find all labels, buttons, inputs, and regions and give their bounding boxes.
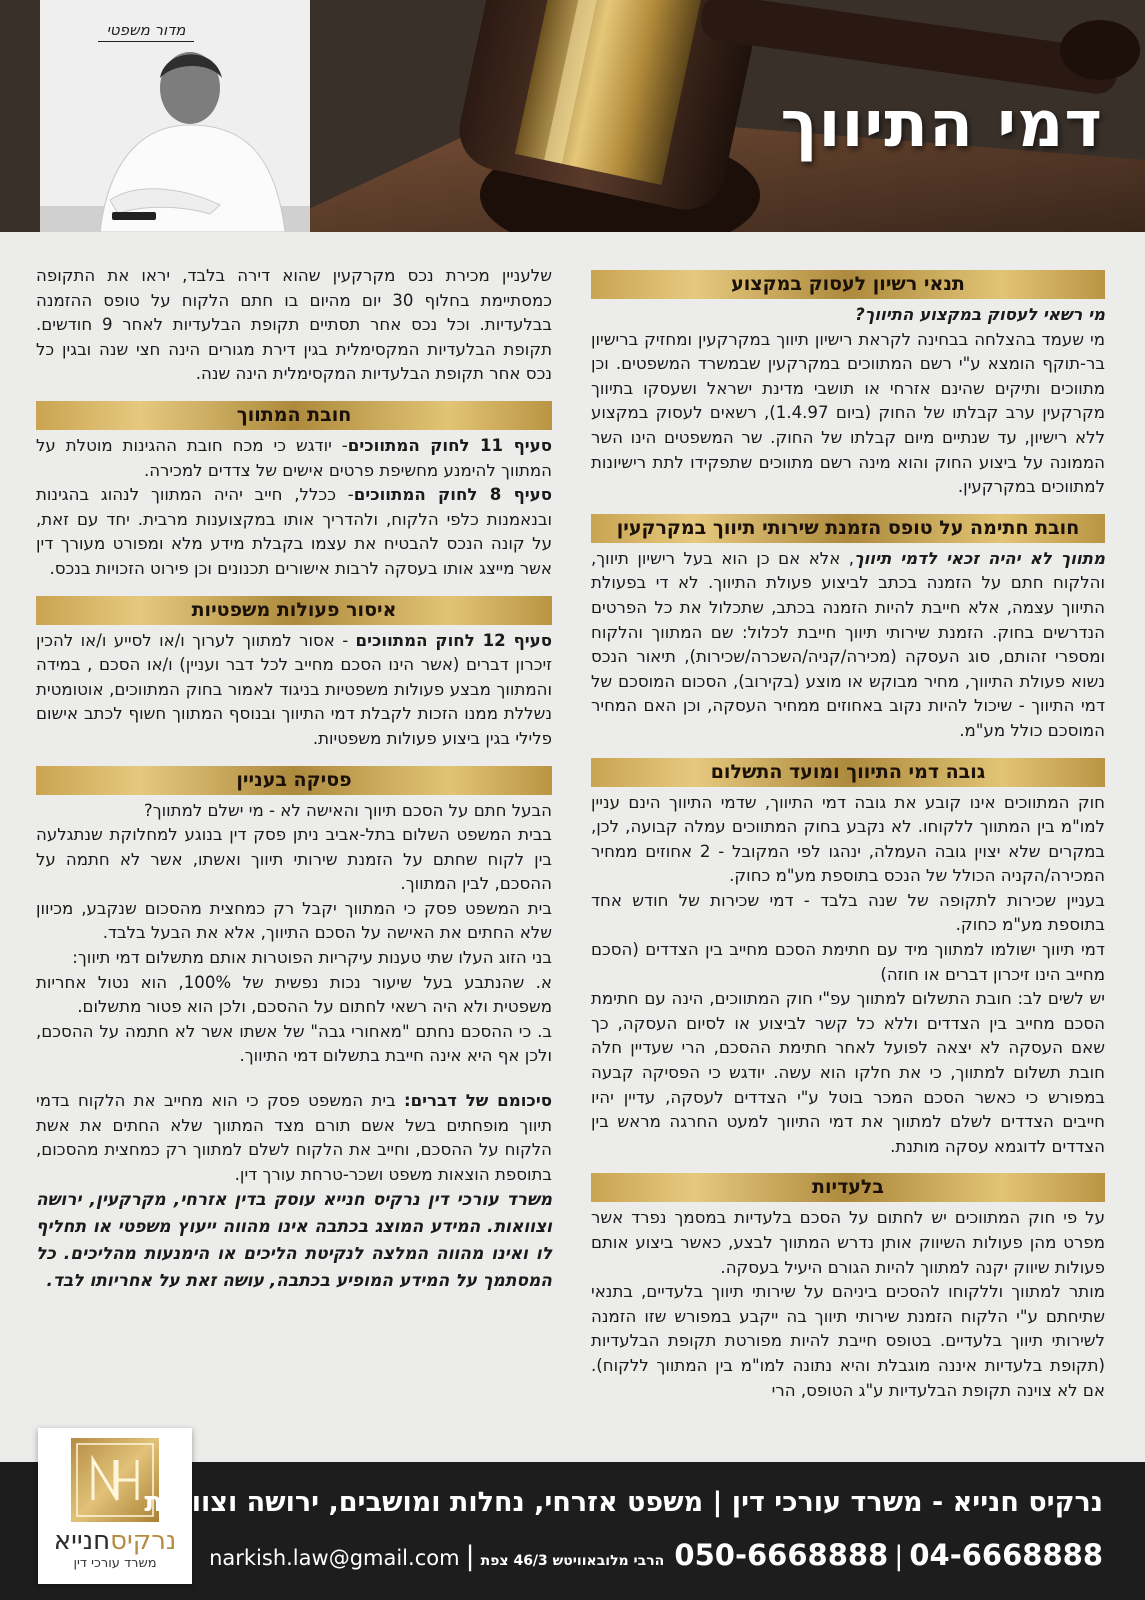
logo-name: נרקיסחנייא: [53, 1526, 177, 1556]
section-title-ruling: פסיקה בעניין: [36, 766, 552, 795]
section-text: בבית המשפט השלום בתל-אביב ניתן פסק דין בנוגע למחלוקת שנתגלעה בין לקוח שחתם על הזמנת שירותי תיווך ואשתו, אשר לא חתמה על ההסכם, לבין המתווך.: [36, 825, 552, 894]
section-text: יש לשים לב: חובת התשלום למתווך עפ"י חוק המתווכים, הינה עם חתימת הסכם מחייב בין הצדדים וללא כל קשר לביצוע או לסיום העסקה, כך שאם העסקה לא יצאה לפועל לאחר חתימת ההסכם, הרי שעדיין חלה חובת תשלום למתווך, כי את חלקו הוא עשה. יודגש כי הפסיקה קבעה במפורש כי כאשר הסכם המכר בוטל ע"י הצדדים לעסקה, עדיין יהיו חייבים הצדדים לשלם למתווך את דמי התיווך למעט החרגה מראש בין הצדדים לדוגמא עסקה מותנת.: [591, 989, 1105, 1156]
author-photo: [40, 0, 310, 232]
section-text: מתווך לא יהיה זכאי לדמי תיווך, אלא אם כן הוא בעל רישיון תיווך, והלקוח חתם על הזמנה בכתב לביצוע פעולת התיווך. לא די בפעולת התיווך עצמה, אלא חייבת להיות הזמנה בכתב, שתכלול את כל הפרטים הנדרשים בחוק. הזמנת שירותי תיווך חייבת לכלול: שם המתווך והלקוח ומספרי זהותם, סוג העסקה (מכירה/קניה/השכרה/שכירות), תיאור הנכס נשוא פעולת התיווך, מחיר מבוקש או מוצע (בקירוב), הסכום המוסכם של דמי התיווך - שיכול להיות נקוב באחוזים ממחיר העסקה, וכן האם המחיר המוסכם כולל מע"מ.: [591, 548, 1106, 740]
right-column: [591, 262, 1105, 1403]
section-title-broker-duty: חובת המתווך: [36, 401, 552, 430]
section-text: בעניין שכירות לתקופה של שנה בלבד - דמי שכירות של חודש אחד בתוספת מע"מ כחוק.: [591, 890, 1105, 935]
section-text: מי שעמד בהצלחה בבחינה לקראת רישיון תיווך במקרקעין ומחזיק ברישיון בר-תוקף הומצא ע"י רשם המתווכים במקרקעין שבמשרד המשפטים. וכן מתווכים ותיקים שהינם אזרחי או תושבי מדינת ישראל ושעסקו בתיווך מקרקעין ערב קבלתו של החוק (ביום 1.4.97), רשאים לעסוק במקצוע ללא רישיון, עד שנתיים מיום קבלתו של החוק. שר המשפטים הינו השר הממונה על ביצוע החוק והוא מינה רשם מתווכים שתפקידו לתת רישיונות למתווכים במקרקעין.: [591, 329, 1106, 497]
section-text: חוק המתווכים אינו קובע את גובה דמי התיווך, שדמי התיווך הינם עניין למו"מ בין המתווך ללקוחו. לא נקבע בחוק המתווכים עמלה קבועה, לכן, במקרים שלא יצוין גובה העמלה, ינהגו לפי המקובל - 2 אחוזים ממחיר המכירה/הקניה הכולל של הנכס בתוספת מע"מ כחוק.: [591, 792, 1105, 886]
section-text: ב. כי ההסכם נחתם "מאחורי גבה" של אשתו אשר לא חתמה על ההסכם, ולכן אף היא אינה חייבת בתשלום דמי התיווך.: [36, 1021, 552, 1066]
phone-mobile[interactable]: 050-6668888: [674, 1538, 889, 1572]
section-title-license: תנאי רשיון לעסוק במקצוע: [591, 270, 1105, 299]
email-link[interactable]: narkish.law@gmail.com: [209, 1546, 460, 1570]
section-text: סעיף 12 לחוק המתווכים - אסור למתווך לערוך ו/או לסייע ו/או להכין זיכרון דברים (אשר הינו הסכם מחייב לכל דבר ועניין) ו/או הסכם , במידה והמתווך מבצע פעולות משפטיות בניגוד לאמור בחוק המתווכים, אוטומטית נשללת ממנו הזכות לקבלת דמי התיווך ובנוסף המתווך חשוף לכתב אישום פלילי בגין ביצוע פעולות משפטיות.: [36, 630, 552, 748]
section-text: שלעניין מכירת נכס מקרקעין שהוא דירה בלבד, יראו את התקופה כמסתיימת בחלוף 30 יום מהיום בו חתם הלקוח על טופס ההזמנה בבלעדיות. וכל נכס אחר תסתיים תקופת הבלעדיות לאחר 9 חודשים. תקופת הבלעדיות המקסימלית בגין דירת מגורים הינה חצי שנה ובגין כל נכס אחר תקופת הבלעדיות המקסימלית הינה שנה.: [36, 266, 552, 384]
section-title-fees: גובה דמי התיווך ומועד התשלום: [591, 758, 1105, 787]
address: הרבי מלובאוויטש 46/3 צפת: [480, 1553, 665, 1569]
section-text: דמי תיווך ישולמו למתווך מיד עם חתימת הסכם מחייב בין הצדדים (הסכם מחייב הינו זיכרון דברים או חוזה): [591, 940, 1105, 984]
section-text: סיכומם של דברים: בית המשפט פסק כי הוא מחייב את הלקוח בדמי תיווך מופחתים בשל אשם תורם מצד המתווך שלא החתים את אשת הלקוח על ההסכם, וחייב את הלקוח לשלם למתווך רק כמחצית מהסכום, בתוספת הוצאות משפט ושכר-טרחת עורך דין.: [36, 1091, 552, 1184]
logo-subtitle: משרד עורכי דין: [73, 1556, 157, 1571]
header-banner: [0, 0, 1145, 232]
section-text: א. שהנתבע בעל שיעור נכות נפשית של 100%, הוא נטול אחריות משפטית ולא היה רשאי לחתום על ההסכם, ולכן הוא פטור מתשלום.: [36, 972, 552, 1017]
footer-contact-line: 04-6668888|050-6668888 הרבי מלובאוויטש 46/3 צפת|narkish.law@gmail.com: [209, 1538, 1103, 1572]
section-text: הבעל חתם על הסכם תיווך והאישה לא - מי ישלם למתווך?: [143, 800, 552, 820]
section-title-exclusivity: בלעדיות: [591, 1173, 1105, 1202]
section-title-signature: חובת חתימה על טופס הזמנת שירותי תיווך במקרקעין: [591, 514, 1105, 543]
section-text: על פי חוק המתווכים יש לחתום על הסכם בלעדיות במסמך נפרד אשר מפרט מהן פעולות השיווק אותן נדרש המתווך לבצע, כאשר ביצוע אותם פעולות שיווק יקנה למתווך להיות הגורם היעיל בעסקה.: [591, 1208, 1105, 1277]
section-text: מותר למתווך וללקוחו להסכים ביניהם על שירותי תיווך בלעדיים, בתנאי שתיחתם ע"י הלקוח הזמנת שירותי תיווך בה ייקבע במפורש שזו הזמנה לשירותי תיווך בלעדיים. בטופס חייבת להיות מפורטת תקופת הבלעדיות (תקופת בלעדיות איננה מוגבלת והיא נתונה למו"מ בין המתווך ללקוח). אם לא צוינה תקופת הבלעדיות ע"ג הטופס, הרי: [591, 1282, 1105, 1400]
page-title: דמי התיווך: [780, 88, 1103, 162]
section-text: סעיף 8 לחוק המתווכים- ככלל, חייב יהיה המתווך לנהוג בהגינות ובנאמנות כלפי הלקוח, ולהדריך אותו במקצוענות מרבית. יחד עם זאת, על קונה הנכס להבטיח את עצמו בקבלת מידע מלא ומפורט מעורך דין אשר מייצג אותו בעסקה לרבות אישורים תכנונים וכן פירוט הזכויות בנכס.: [36, 485, 552, 578]
section-question: מי רשאי לעסוק במקצוע התיווך?: [855, 305, 1105, 324]
section-text: סעיף 11 לחוק המתווכים- יודגש כי מכח חובת ההגינות מוטלת על המתווך להימנע מחשיפת פרטים אישים של צדדים למכירה.: [36, 435, 552, 480]
left-column: [36, 264, 552, 1295]
spacer: [36, 1069, 552, 1089]
section-text: בני הזוג העלו שתי טענות עיקריות הפוטרות אותם מתשלום דמי תיווך:: [72, 948, 552, 968]
phone-landline[interactable]: 04-6668888: [909, 1538, 1103, 1572]
disclaimer: משרד עורכי דין נרקיס חנייא עוסק בדין אזרחי, מקרקעין, ירושה וצוואות. המידע המוצג בכתבה אינו מהווה ייעוץ משפטי או תחליף לו ואינו מהווה המלצה לנקיטת הליכים או הימנעות מהליכים. כל המסתמך על המידע המופיע בכתבה, עושה זאת על אחריותו לבד.: [36, 1190, 552, 1292]
category-label: מדור משפטי: [98, 20, 194, 42]
section-title-legal-actions: איסור פעולות משפטיות: [36, 596, 552, 625]
footer-firm-line: נרקיס חנייא - משרד עורכי דין | משפט אזרחי, נחלות ומושבים, ירושה וצוואות: [144, 1487, 1103, 1518]
section-text: בית המשפט פסק כי המתווך יקבל רק כמחצית מהסכום שנקבע, מכיוון שלא החתים את האישה על הסכם התיווך, אלא את הבעל בלבד.: [36, 898, 552, 943]
